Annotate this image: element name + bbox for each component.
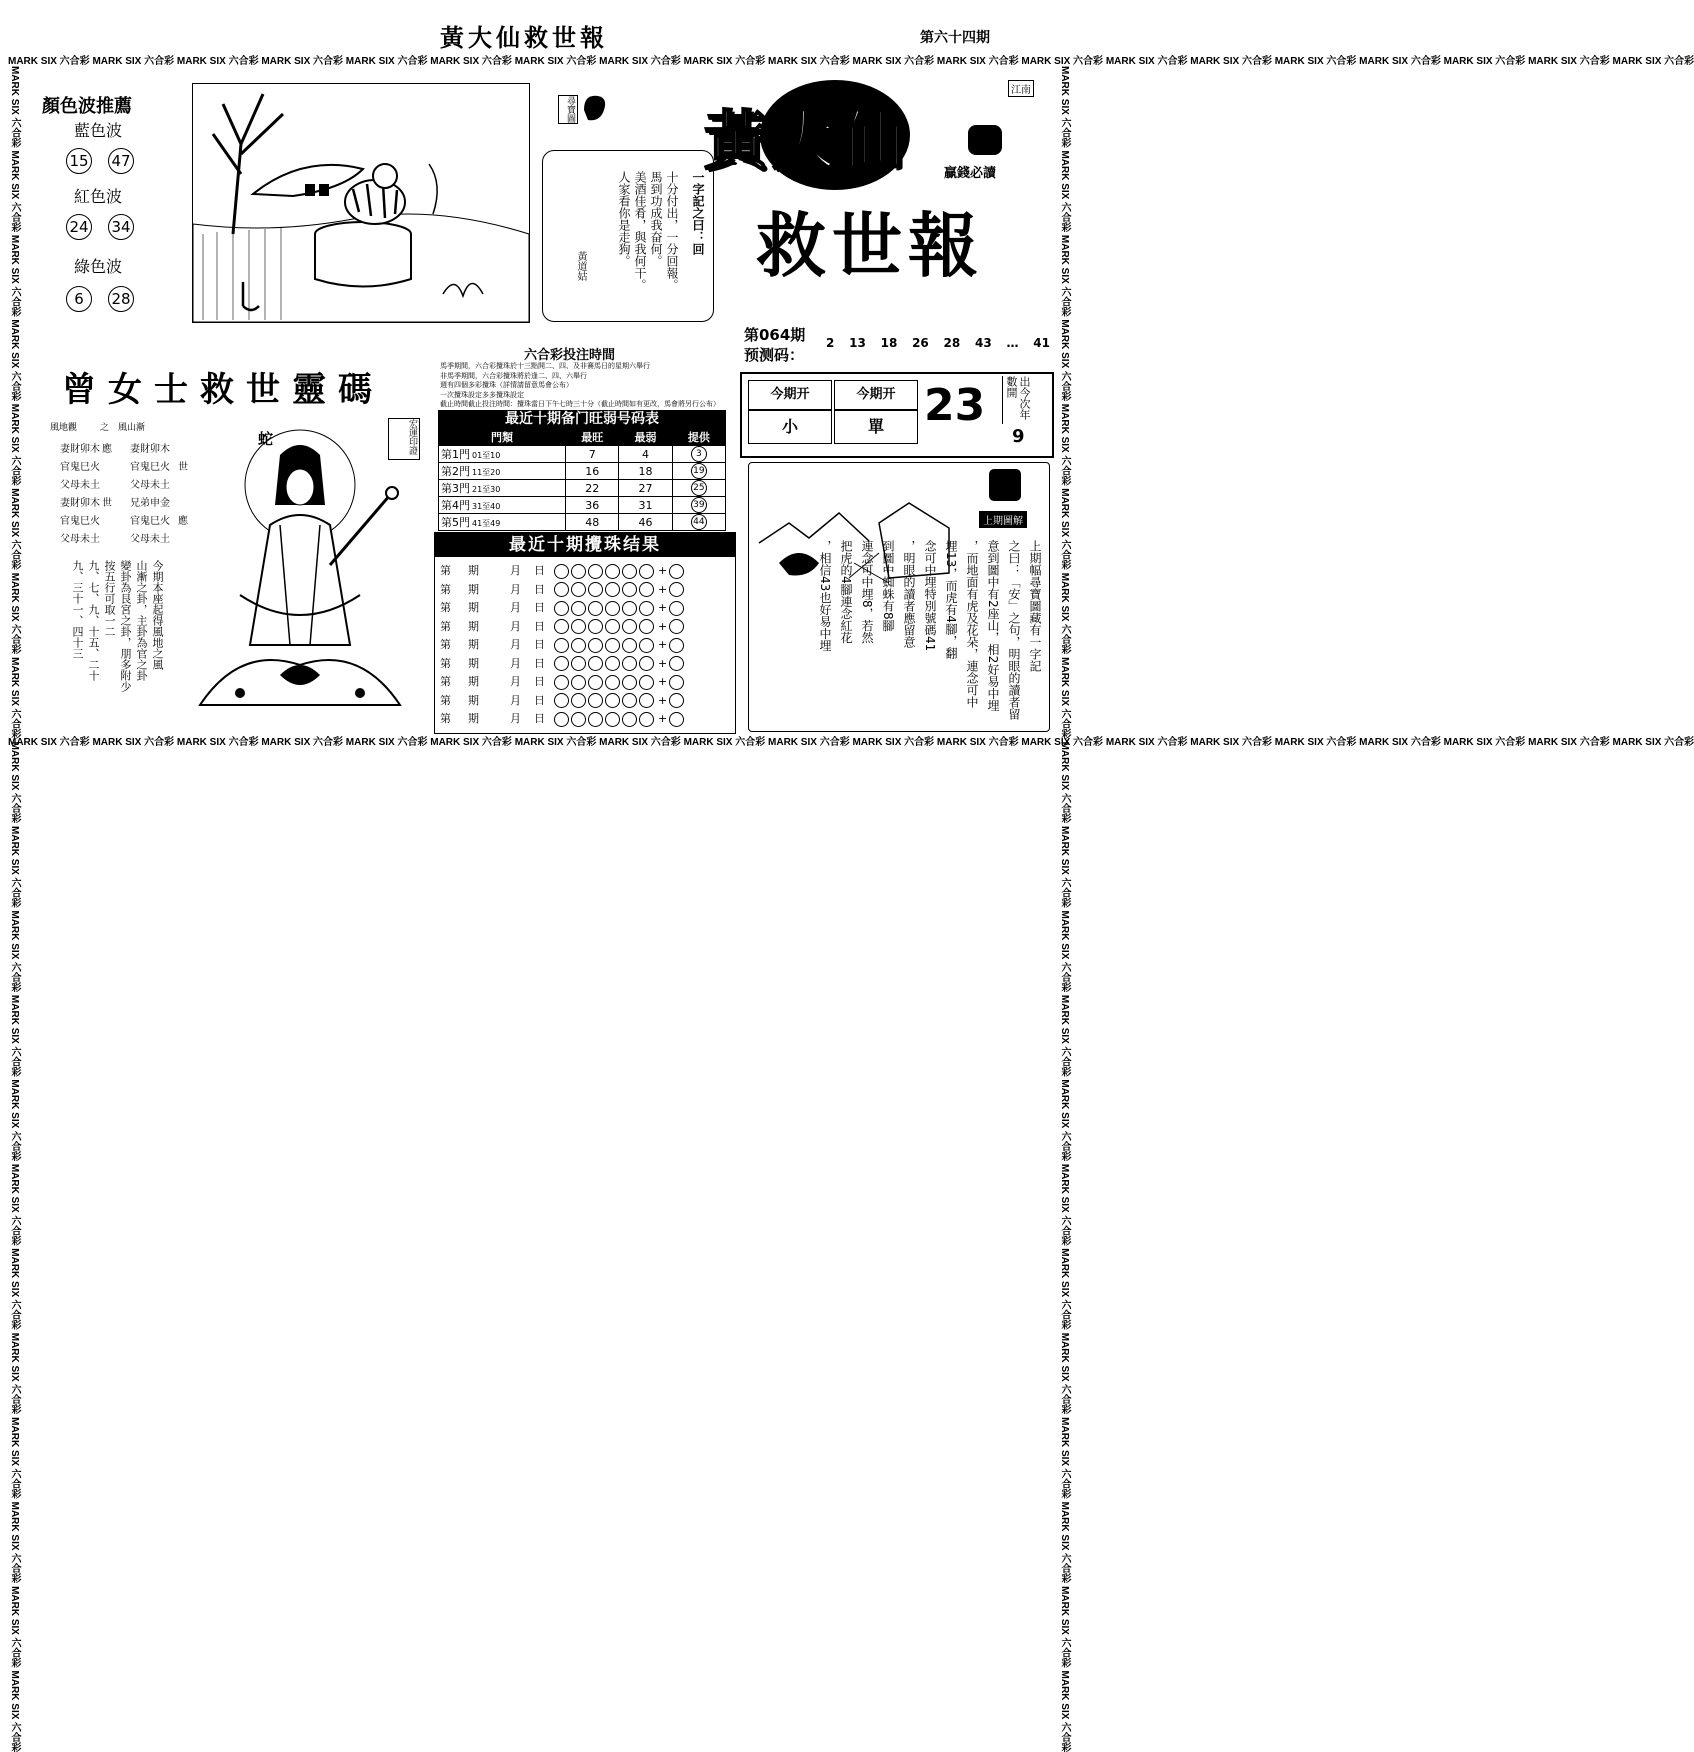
last-period-text-col: ，而地面有虎及花朵，連念可中 <box>965 540 979 708</box>
ball-blue-1: 15 <box>66 148 92 174</box>
table-row <box>439 446 726 463</box>
wave-label-green: 綠色波 <box>74 257 123 276</box>
row-day: 日 <box>534 601 545 614</box>
result-ball-slot <box>571 712 586 727</box>
predict-number: 43 <box>975 336 992 350</box>
result-ball-slot <box>571 582 586 597</box>
hex-left-mark-4: 世 <box>102 498 112 509</box>
scroll-heading: 一字記之曰：回 <box>691 171 705 255</box>
hex-left-row-5: 官鬼巳火 <box>60 516 100 527</box>
seal-stamp <box>558 95 578 124</box>
row-day: 日 <box>534 712 545 725</box>
cold-value: 18 <box>619 463 672 480</box>
lady-verse-col-3: 變卦為艮宮之卦，朋多附少 <box>119 560 132 692</box>
last-period-text-col: 埋13，而虎有4腳，翻 <box>944 540 958 659</box>
table-row <box>439 480 726 497</box>
lady-verse-col-4: 按五行可取一二 <box>103 560 116 637</box>
lady-verse-col-2: 山漸之卦，主卦為官之卦 <box>135 560 148 681</box>
door-label: 第2門 <box>441 465 470 478</box>
result-ball-slot <box>622 712 637 727</box>
lady-verse-col-6: 九、三十一、四十三 <box>71 560 84 659</box>
result-ball-slot <box>622 693 637 708</box>
result-ball-slot <box>588 656 603 671</box>
door-label: 第3門 <box>441 482 470 495</box>
row-period-prefix: 第 <box>440 582 451 596</box>
last-period-logo-icon <box>989 469 1021 501</box>
special-ball-slot <box>669 601 684 616</box>
cold-value: 46 <box>619 514 672 531</box>
result-ball-slot <box>605 638 620 653</box>
row-period-suffix: 期 <box>468 619 479 633</box>
row-day: 日 <box>534 675 545 688</box>
col-hot: 最旺 <box>566 429 619 446</box>
door-range: 21至30 <box>472 485 501 494</box>
pick-value: 44 <box>691 514 707 530</box>
result-ball-slot <box>622 564 637 579</box>
ball-red-2: 34 <box>108 214 134 240</box>
result-ball-slot <box>571 601 586 616</box>
hot-value: 22 <box>566 480 619 497</box>
lady-title: 曾女士救世靈碼 <box>62 370 384 410</box>
treasure-picture <box>192 83 530 323</box>
ball-green-2: 28 <box>108 286 134 312</box>
hex-right-mark-2: 世 <box>178 462 188 473</box>
door-label: 第1門 <box>441 448 470 461</box>
hot-cold-table <box>438 428 726 531</box>
masthead-tagline: 贏錢必讀 <box>944 166 997 181</box>
col-door: 門類 <box>439 429 566 446</box>
cold-value: 27 <box>619 480 672 497</box>
row-day: 日 <box>534 619 545 633</box>
row-period-suffix: 期 <box>468 638 479 651</box>
hex-right-row-6: 父母未土 <box>130 534 170 545</box>
last-period-text-col: 到圖中蜘蛛有8腳 <box>881 540 895 632</box>
result-row <box>440 581 686 597</box>
ball-red-1: 24 <box>66 214 92 240</box>
result-ball-slot <box>622 601 637 616</box>
special-ball-slot <box>669 693 684 708</box>
scroll-line-1: 十分付出，一分回報。 <box>665 171 679 291</box>
row-day: 日 <box>534 638 545 651</box>
special-ball-slot <box>669 564 684 579</box>
result-ball-slot <box>554 675 569 690</box>
pick-value: 19 <box>691 463 707 479</box>
last-period-box <box>748 462 1050 732</box>
result-ball-slot <box>554 638 569 653</box>
cell-parity-head: 今期开 <box>834 380 918 410</box>
result-ball-slot <box>554 712 569 727</box>
row-month: 月 <box>510 582 521 596</box>
result-ball-slot <box>622 656 637 671</box>
plus-sign: + <box>658 675 668 688</box>
tiger-scene-illustration <box>193 84 529 322</box>
result-ball-slot <box>571 619 586 634</box>
result-ball-slot <box>622 582 637 597</box>
row-month: 月 <box>510 656 521 670</box>
plus-sign: + <box>658 693 668 707</box>
lady-seal: 宏運印證 <box>388 418 420 460</box>
result-ball-slot <box>622 638 637 653</box>
period-label: 第064期 <box>744 326 806 344</box>
row-period-prefix: 第 <box>440 619 451 633</box>
row-period-suffix: 期 <box>468 693 479 707</box>
predict-number: 2 <box>826 336 835 350</box>
row-period-suffix: 期 <box>468 564 479 577</box>
result-ball-slot <box>588 601 603 616</box>
result-ball-slot <box>639 638 654 653</box>
special-ball-slot <box>669 712 684 727</box>
result-row <box>440 636 686 652</box>
result-ball-slot <box>588 675 603 690</box>
schedule-item: 週有四個多彩攪珠（詳情請留意馬會公布） <box>440 381 573 389</box>
color-wave-title: 顏色波推薦 <box>42 96 132 117</box>
wave-label-red: 紅色波 <box>74 187 123 206</box>
cell-size-value: 小 <box>748 410 832 444</box>
special-ball-slot <box>669 619 684 634</box>
hex-left-row-6: 父母未土 <box>60 534 100 545</box>
row-month: 月 <box>510 601 521 614</box>
hex-left-row-4: 妻財卯木 <box>60 498 100 509</box>
issue-label: 第六十四期 <box>920 30 990 46</box>
result-row <box>440 692 686 708</box>
hex-right-mark-5: 應 <box>178 516 188 527</box>
predict-number: 26 <box>912 336 929 350</box>
hex-right-row-4: 兄弟申金 <box>130 498 170 509</box>
masthead <box>700 70 1050 300</box>
row-period-prefix: 第 <box>440 638 451 651</box>
result-row <box>440 599 686 615</box>
schedule-item: 截止時間截止投注時間：攪珠當日下午七時三十分（截止時間如有更改，馬會將另行公布） <box>440 400 720 408</box>
row-period-suffix: 期 <box>468 656 479 670</box>
row-period-suffix: 期 <box>468 601 479 614</box>
special-ball-slot <box>669 582 684 597</box>
result-ball-slot <box>588 712 603 727</box>
row-day: 日 <box>534 693 545 707</box>
schedule-list <box>440 362 730 410</box>
side-number: 9 <box>1012 426 1025 447</box>
big-number: 23 <box>924 380 986 431</box>
hot-value: 7 <box>566 446 619 463</box>
result-ball-slot <box>605 712 620 727</box>
lady-verse-col-5: 九、七、九、十五、二十 <box>87 560 100 681</box>
row-day: 日 <box>534 564 545 577</box>
result-ball-slot <box>605 601 620 616</box>
ball-blue-2: 47 <box>108 148 134 174</box>
border-bottom: MARK SIX 六合彩 MARK SIX 六合彩 MARK SIX 六合彩 MARK SIX 六合彩 MARK SIX 六合彩 MARK SIX 六合彩 MARK SIX 六合彩 MARK SIX 六合彩 MARK SIX 六合彩 MARK SIX 六合彩 MARK SIX 六合彩 MARK SIX 六合彩 MARK SIX 六合彩 MARK SIX 六合彩 MARK SIX 六合彩 MARK SIX 六合彩 MARK SIX 六合彩 MARK SIX 六合彩 MARK SIX 六合彩 MARK SIX 六合彩 <box>8 737 1694 748</box>
predict-number: … <box>1006 336 1019 350</box>
hex-left-row-1: 妻財卯木 <box>60 444 100 455</box>
border-left: MARK SIX 六合彩 MARK SIX 六合彩 MARK SIX 六合彩 MARK SIX 六合彩 MARK SIX 六合彩 MARK SIX 六合彩 MARK SIX 六合彩 MARK SIX 六合彩 MARK SIX 六合彩 MARK SIX 六合彩 MARK SIX 六合彩 MARK SIX 六合彩 MARK SIX 六合彩 MARK SIX 六合彩 MARK SIX 六合彩 MARK SIX 六合彩 MARK SIX 六合彩 MARK SIX 六合彩 MARK SIX 六合彩 MARK SIX 六合彩 <box>9 66 20 1752</box>
cell-size-head: 今期开 <box>748 380 832 410</box>
result-ball-slot <box>588 582 603 597</box>
table-row <box>439 514 726 531</box>
special-ball-slot <box>669 638 684 653</box>
predict-number: 18 <box>880 336 898 350</box>
row-day: 日 <box>534 582 545 596</box>
scroll-signature: 黃道姑 <box>575 251 586 281</box>
hex-right-row-3: 父母未土 <box>130 480 170 491</box>
table-row <box>439 463 726 480</box>
row-period-suffix: 期 <box>468 675 479 688</box>
special-ball-slot <box>669 656 684 671</box>
lady-col-head-mid: 之 <box>100 423 110 433</box>
result-ball-slot <box>639 675 654 690</box>
row-day: 日 <box>534 656 545 670</box>
last-period-text-col: 上期幅尋寶圖藏有一字記 <box>1028 540 1042 672</box>
lady-verse-col-1: 今期本座起得風地之風 <box>151 560 164 670</box>
hot-value: 16 <box>566 463 619 480</box>
hot-value: 48 <box>566 514 619 531</box>
row-month: 月 <box>510 564 521 577</box>
plus-sign: + <box>658 712 668 725</box>
door-label: 第5門 <box>441 516 470 529</box>
row-period-suffix: 期 <box>468 712 479 725</box>
row-period-prefix: 第 <box>440 675 451 688</box>
result-ball-slot <box>554 582 569 597</box>
cold-value: 31 <box>619 497 672 514</box>
result-ball-slot <box>571 564 586 579</box>
hex-right-row-1: 妻財卯木 <box>130 444 170 455</box>
result-ball-slot <box>639 564 654 579</box>
col-pick: 提供 <box>672 429 725 446</box>
row-month: 月 <box>510 619 521 633</box>
result-ball-slot <box>554 693 569 708</box>
pick-value: 25 <box>691 480 707 496</box>
cold-value: 4 <box>619 446 672 463</box>
result-row <box>440 673 686 689</box>
hex-left-row-3: 父母未土 <box>60 480 100 491</box>
result-ball-slot <box>588 564 603 579</box>
lady-col-head-left: 風地觀 <box>50 423 78 433</box>
last-period-text-col: 意到圖中有2座山，相2好易中埋 <box>986 540 1000 712</box>
side-text: 出今次年數開 <box>1002 376 1031 424</box>
last-period-badge: 上期圖解 <box>979 511 1027 528</box>
result-ball-slot <box>588 619 603 634</box>
result-row <box>440 562 686 578</box>
schedule-item: 非馬季期間，六合彩攪珠將於逢二、四、六舉行 <box>440 371 587 380</box>
last-period-text-col: 之曰：「安」之句，明眼的讀者留 <box>1007 540 1021 720</box>
row-month: 月 <box>510 675 521 688</box>
result-ball-slot <box>571 693 586 708</box>
scroll-line-4: 人家看你是走狗。 <box>617 171 631 267</box>
masthead-dot <box>968 125 1002 155</box>
result-ball-slot <box>605 656 620 671</box>
result-row <box>440 655 686 671</box>
verse-scroll <box>542 150 714 322</box>
zodiac-label: 蛇 <box>258 430 274 448</box>
result-ball-slot <box>605 564 620 579</box>
newspaper-name: 黃大仙救世報 <box>440 24 608 52</box>
result-ball-slot <box>554 564 569 579</box>
door-label: 第4門 <box>441 499 470 512</box>
schedule-title: 六合彩投注時間 <box>524 348 616 363</box>
door-range: 01至10 <box>472 451 501 460</box>
plus-sign: + <box>658 656 668 670</box>
lady-col-head-right: 風山漸 <box>118 423 146 433</box>
result-ball-slot <box>554 656 569 671</box>
result-row <box>440 618 686 634</box>
hot-value: 36 <box>566 497 619 514</box>
door-range: 11至20 <box>472 468 501 477</box>
result-ball-slot <box>622 619 637 634</box>
last-period-text-col: 把虎的4腳連念紅花 <box>839 540 853 644</box>
result-ball-slot <box>588 693 603 708</box>
predict-label: 预测码： <box>744 346 805 364</box>
hot-cold-table-wrap <box>438 410 726 531</box>
last-period-text-col: ，相信43也好易中埋 <box>818 540 832 652</box>
result-ball-slot <box>554 601 569 616</box>
predict-numbers <box>826 336 1050 350</box>
masthead-line1: 黃大仙 <box>704 104 908 179</box>
predict-number: 13 <box>849 336 866 350</box>
mouse-logo-icon <box>580 90 610 130</box>
pick-value: 39 <box>691 497 707 513</box>
row-period-prefix: 第 <box>440 656 451 670</box>
border-top: MARK SIX 六合彩 MARK SIX 六合彩 MARK SIX 六合彩 MARK SIX 六合彩 MARK SIX 六合彩 MARK SIX 六合彩 MARK SIX 六合彩 MARK SIX 六合彩 MARK SIX 六合彩 MARK SIX 六合彩 MARK SIX 六合彩 MARK SIX 六合彩 MARK SIX 六合彩 MARK SIX 六合彩 MARK SIX 六合彩 MARK SIX 六合彩 MARK SIX 六合彩 MARK SIX 六合彩 MARK SIX 六合彩 MARK SIX 六合彩 <box>8 56 1694 67</box>
predict-number: 28 <box>943 336 961 350</box>
result-ball-slot <box>605 675 620 690</box>
draw-results-title: 最近十期攪珠结果 <box>435 533 735 557</box>
row-period-prefix: 第 <box>440 564 451 577</box>
pick-value: 3 <box>691 446 707 462</box>
special-ball-slot <box>669 675 684 690</box>
row-period-suffix: 期 <box>468 582 479 596</box>
result-ball-slot <box>605 693 620 708</box>
result-ball-slot <box>571 656 586 671</box>
row-period-prefix: 第 <box>440 601 451 614</box>
predict-number: 41 <box>1033 336 1050 350</box>
col-cold: 最弱 <box>619 429 672 446</box>
wave-label-blue: 藍色波 <box>74 121 123 140</box>
plus-sign: + <box>658 564 668 577</box>
result-ball-slot <box>605 619 620 634</box>
goddess-illustration <box>180 425 420 725</box>
seal-text: 尋寶圖 <box>558 95 578 124</box>
result-ball-slot <box>554 619 569 634</box>
result-ball-slot <box>571 638 586 653</box>
row-month: 月 <box>510 712 521 725</box>
row-period-prefix: 第 <box>440 712 451 725</box>
table-row <box>439 497 726 514</box>
result-ball-slot <box>639 619 654 634</box>
result-ball-slot <box>639 712 654 727</box>
plus-sign: + <box>658 619 668 633</box>
scroll-line-3: 美酒佳肴，與我何干。 <box>633 171 647 291</box>
plus-sign: + <box>658 601 668 614</box>
schedule-item: 馬季期間，六合彩攪珠於十三點開二、四、及非賽馬日的星期六舉行 <box>440 362 650 370</box>
result-ball-slot <box>639 601 654 616</box>
last-period-text-col: ，明眼的讀者應留意 <box>902 540 916 648</box>
border-right: MARK SIX 六合彩 MARK SIX 六合彩 MARK SIX 六合彩 MARK SIX 六合彩 MARK SIX 六合彩 MARK SIX 六合彩 MARK SIX 六合彩 MARK SIX 六合彩 MARK SIX 六合彩 MARK SIX 六合彩 MARK SIX 六合彩 MARK SIX 六合彩 MARK SIX 六合彩 MARK SIX 六合彩 MARK SIX 六合彩 MARK SIX 六合彩 MARK SIX 六合彩 MARK SIX 六合彩 MARK SIX 六合彩 MARK SIX 六合彩 <box>1059 66 1070 1752</box>
result-ball-slot <box>571 675 586 690</box>
result-ball-slot <box>605 582 620 597</box>
row-month: 月 <box>510 638 521 651</box>
row-period-prefix: 第 <box>440 693 451 707</box>
scroll-line-2: 馬到功成我奋何。 <box>649 171 663 267</box>
masthead-badge: 江南 <box>1008 80 1034 97</box>
hex-left-mark-1: 應 <box>102 444 112 455</box>
hex-right-row-5: 官鬼巳火 <box>130 516 170 527</box>
cell-parity-value: 單 <box>834 410 918 444</box>
door-range: 41至49 <box>472 519 501 528</box>
result-ball-slot <box>639 582 654 597</box>
result-ball-slot <box>639 656 654 671</box>
result-row <box>440 710 686 726</box>
hot-cold-title: 最近十期备门旺弱号码表 <box>438 410 726 428</box>
result-ball-slot <box>588 638 603 653</box>
last-period-text-col: 念可中埋特別號碼41 <box>923 540 937 652</box>
row-month: 月 <box>510 693 521 707</box>
plus-sign: + <box>658 582 668 596</box>
result-ball-slot <box>622 675 637 690</box>
last-period-text-col: 連念可中埋8，若然 <box>860 540 874 644</box>
masthead-line2: 救世報 <box>756 204 984 287</box>
plus-sign: + <box>658 638 668 651</box>
result-ball-slot <box>639 693 654 708</box>
hex-right-row-2: 官鬼巳火 <box>130 462 170 473</box>
hex-left-row-2: 官鬼巳火 <box>60 462 100 473</box>
door-range: 31至40 <box>472 502 501 511</box>
ball-green-1: 6 <box>66 286 92 312</box>
schedule-item: 一次攪珠設定多多攪珠設定 <box>440 390 524 399</box>
